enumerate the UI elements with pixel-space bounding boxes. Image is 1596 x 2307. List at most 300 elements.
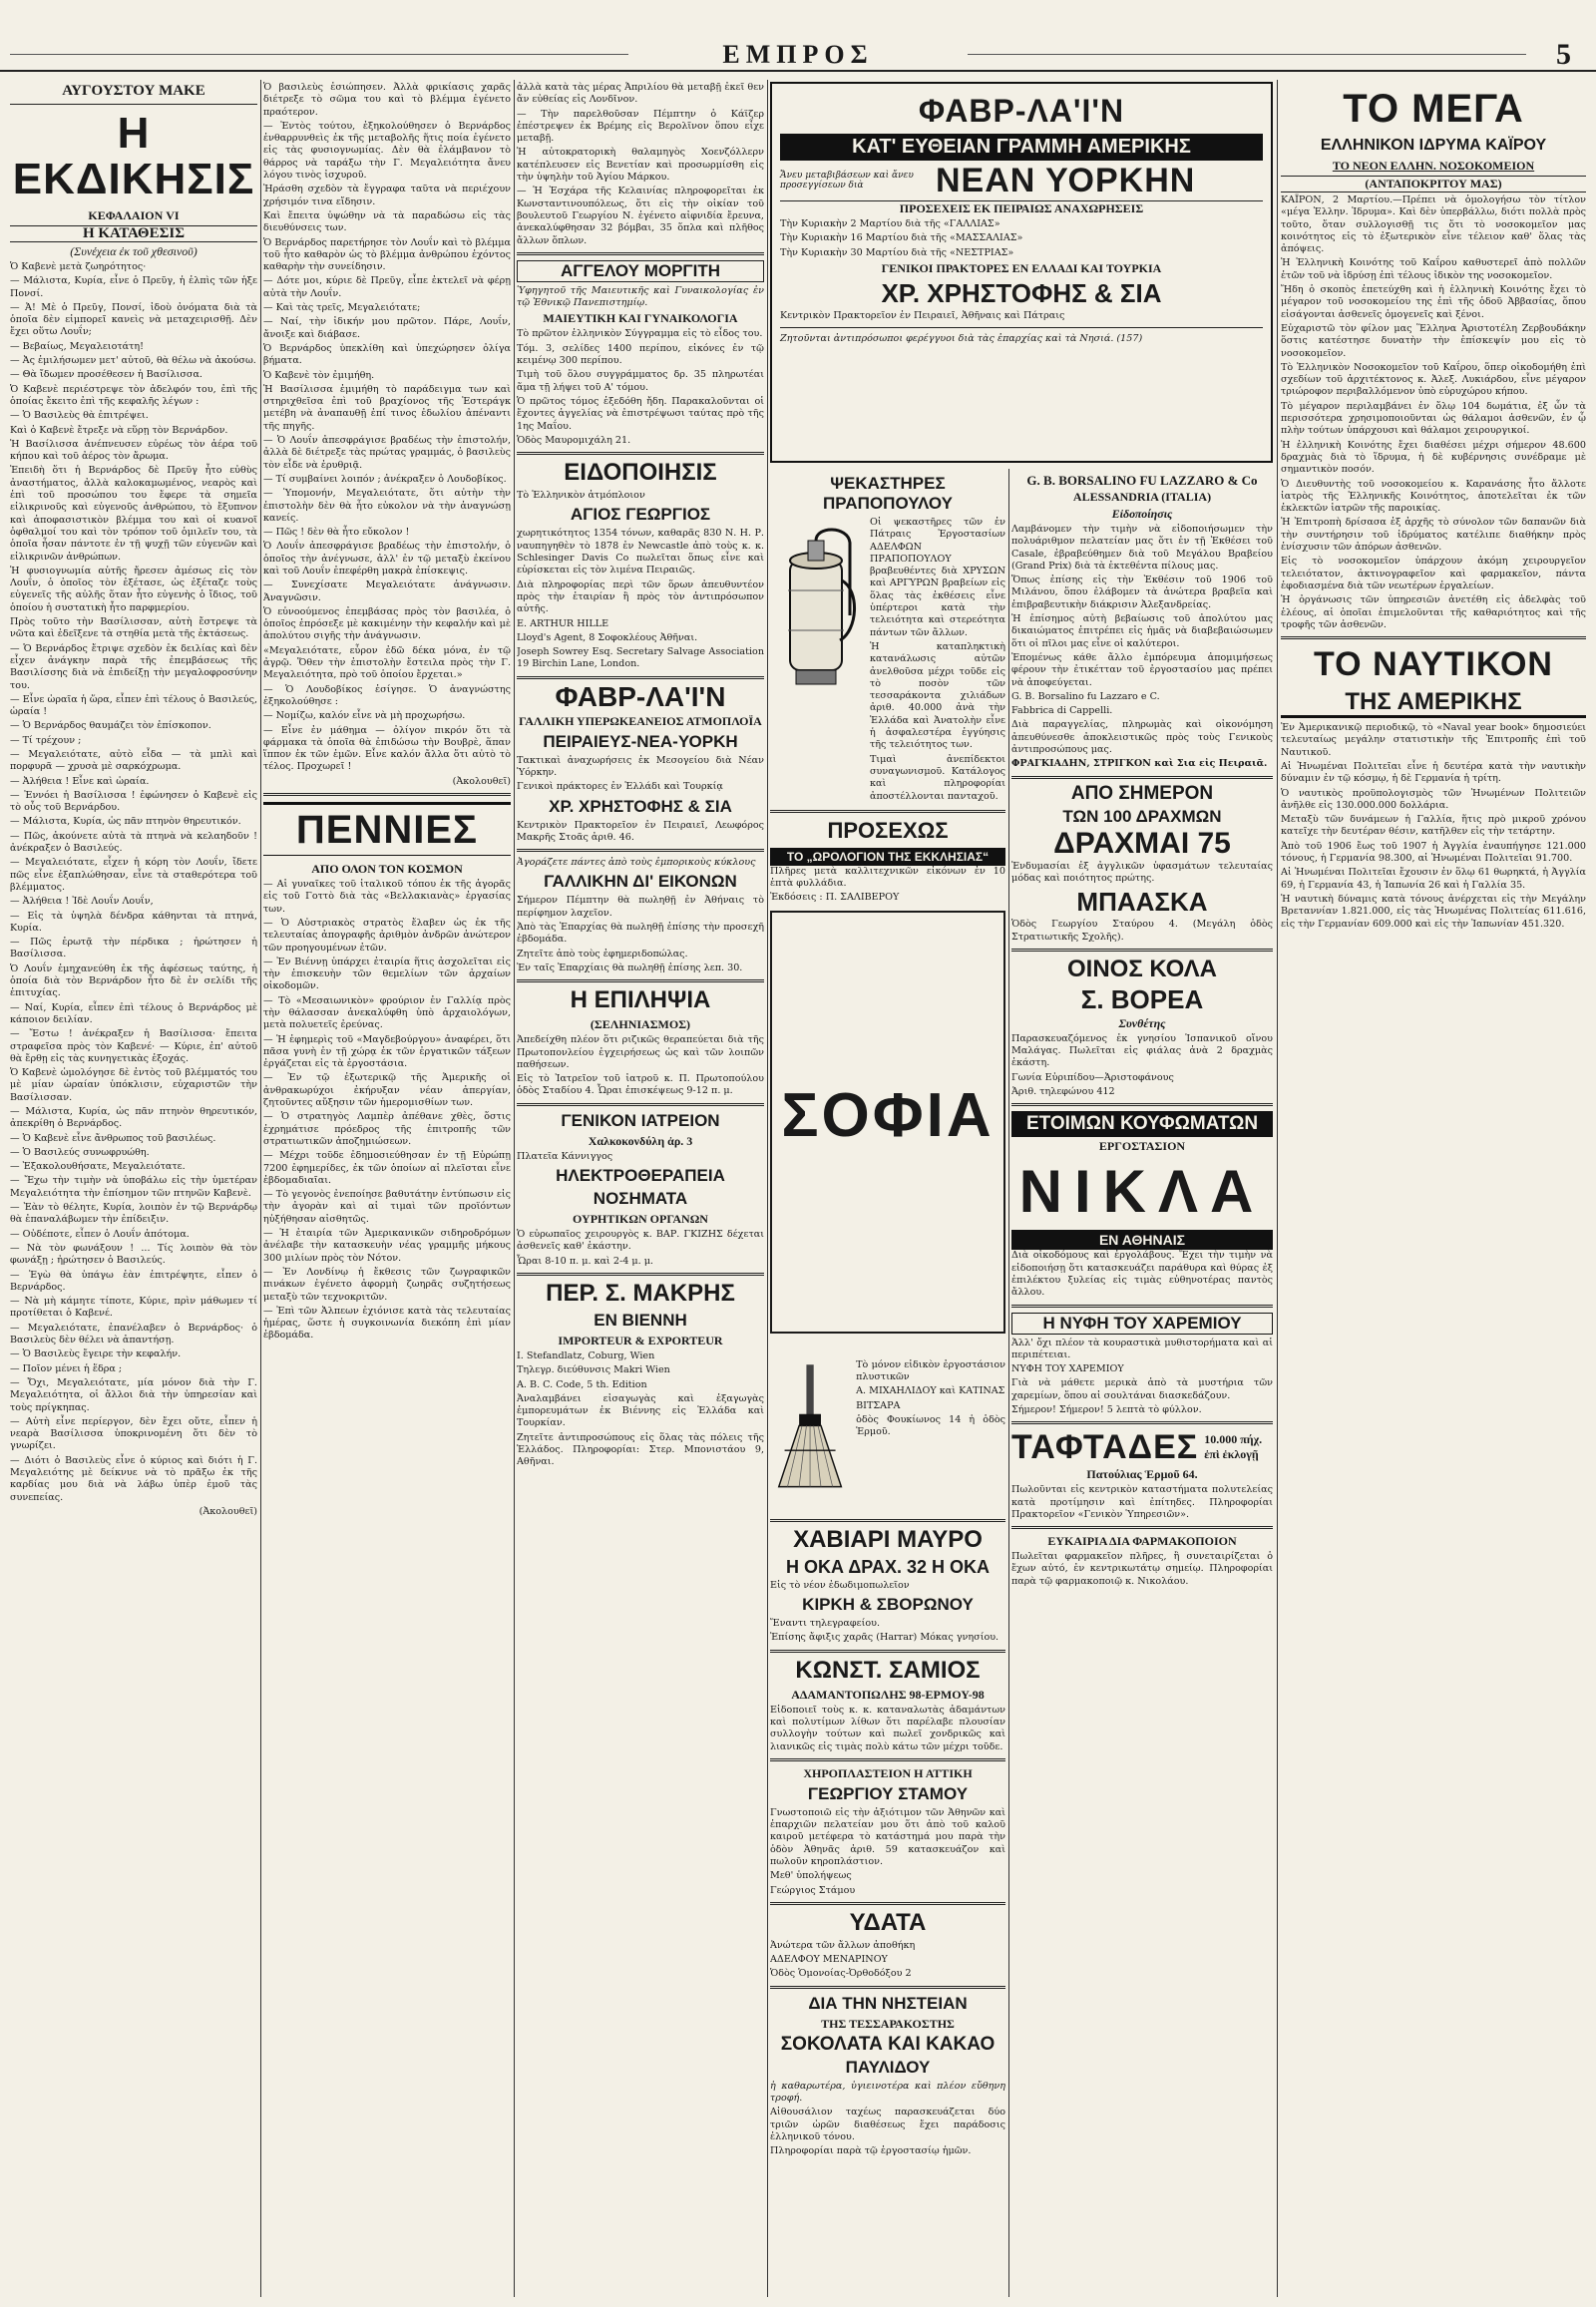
caviar-ad-title: ΧΑΒΙΑΡΙ ΜΑΥΡΟ bbox=[793, 1525, 983, 1553]
serial-paragraph: — Ἔστω ! ἀνέκραξεν ἡ Βασίλισσα· ἔπειτα στραφεῖσα πρὸς τὸν Καβενέ· — Κύριε, ἐπ' αὐτοῦ θὰ ἔρθῃ εἰς τὰς κυνηγετικὰς ἐξοχάς. bbox=[10, 1028, 257, 1064]
book-ad-line: Τόμ. 3, σελίδες 1400 περίπου, εἰκόνες ἐν τῷ κειμένῳ 300 περίπου. bbox=[517, 342, 764, 367]
serial-paragraph: Καὶ ὁ Καβενὲ ἔτρεξε νὰ εὕρῃ τὸν Βερνάρδον. bbox=[10, 424, 228, 436]
serial-paragraph: — Ὑπομονήν, Μεγαλειότατε, ὅτι αὐτὴν τὴν ἐπιστολὴν δὲν θὰ ἦτο εὐκολον νὰ τὴν ἀναγνώσῃ κανείς. bbox=[263, 488, 511, 524]
makris-ad-body bbox=[517, 1350, 764, 1469]
taftades-ad-address: Πατούλιας Ἑρμοῦ 64. bbox=[1086, 1467, 1198, 1482]
sale-ad-lead: ΑΠΟ ΣΗΜΕΡΟΝ bbox=[1070, 782, 1214, 804]
stamou-ad-title: ΧΗΡΟΠΛΑΣΤΕΙΟΝ Η ΑΤΤΙΚΗ bbox=[803, 1765, 973, 1780]
caviar-ad-price: Η ΟΚΑ ΔΡΑΧ. 32 Η ΟΚΑ bbox=[786, 1556, 990, 1577]
notice-title: ΕΙΔΟΠΟΙΗΣΙΣ bbox=[564, 459, 717, 487]
hospital-article-byline: (ΑΝΤΑΠΟΚΡΙΤΟΥ ΜΑΣ) bbox=[1281, 176, 1586, 192]
baaska-ad-address: Ὁδὸς Γεωργίου Σταύρου 4. (Μεγάλη ὁδὸς Στρατιωτικῆς Σχολῆς). bbox=[1011, 919, 1273, 943]
water-ad-title: ΥΔΑΤΑ bbox=[849, 1908, 927, 1936]
favr-line-ad bbox=[770, 82, 1273, 463]
serial-paragraph: — Ἀς ἐμιλήσωμεν μετ' αὐτοῦ, θὰ θέλω νὰ ἀκούσω. bbox=[10, 355, 256, 367]
serial-paragraph: — Εἶνε ὡραῖα ἡ ὥρα, εἶπεν ἐπὶ τέλους ὁ Βασιλεύς, ὡραία ! bbox=[10, 693, 257, 718]
serial-paragraph: — Καὶ τὰς τρεῖς, Μεγαλειότατε; bbox=[263, 302, 421, 314]
chocolate-ad-line: Πληροφορίαι παρὰ τῷ ἐργοστασίῳ ἡμῶν. bbox=[770, 2145, 972, 2157]
notice-signature-line: Joseph Sowrey Esq. Secretary Salvage Association 19 Birchin Lane, London. bbox=[517, 646, 764, 670]
book-ad-line: Ὁδὸς Μαυρομιχάλη 21. bbox=[517, 434, 631, 446]
serial-paragraph: Ἡ φυσιογνωμία αὐτῆς ἤρεσεν ἀμέσως εἰς τὸν Λουΐν, ὁ ὁποῖος τὸν ἐξέτασε, ὡς ἐξέταζε τοὺς εὐγενεῖς τῆς αὐλῆς ὅταν ἦτο εὐγενὴς ὁ ἴδιος, τοῦ ὁποίου ἡ συστατικὴ ἦτο παρφμερίου. bbox=[10, 565, 257, 613]
column-two bbox=[263, 82, 511, 2295]
serial-paragraph: — Αὐτὴ εἶνε περίεργον, δὲν ἔχει οὔτε, εἶπεν ἡ νεαρὰ Βασίλισσα ὑποκρινομένη ὅτι δὲν τὸ γνωρίζει. bbox=[10, 1415, 257, 1452]
makris-ad-line: Ζητεῖτε ἀντιπροσώπους εἰς ὅλας τὰς πόλεις τῆς Ἑλλάδος. Πληροφορίαι: Στερ. Μπονιστάου 9, Αθῆναι. bbox=[517, 1431, 764, 1468]
column-five bbox=[1011, 471, 1273, 2295]
favr-line-departure: Τὴν Κυριακὴν 16 Μαρτίου διὰ τῆς «ΜΑΣΣΑΛΙΑΣ» bbox=[780, 232, 1023, 244]
serial-paragraph: — Ἀ! Μὲ ὁ Πρεῦγ, Πονσί, ἰδοὺ ὀνόματα διὰ τὰ ὁποῖα δὲν εἰμπορεῖ κανεὶς νὰ μεταχειρισθῇ. Δὲν ἔχει οὕτω Λουΐν; bbox=[10, 301, 257, 338]
hospital-paragraph: Ἡ ὀργάνωσις τῶν ὑπηρεσιῶν ἀνετέθη εἰς ἀδελφὰς τοῦ ἐλέους, αἱ ὁποῖαι ἐπιμελοῦνται τῆς καθαριότητος καὶ τῆς τροφῆς τῶν ἀσθενῶν. bbox=[1281, 594, 1586, 630]
caviar-ad-shop: Εἰς τὸ νέον ἐδωδιμοπωλεῖον bbox=[770, 1579, 910, 1591]
notice-body bbox=[517, 528, 764, 615]
nikla-ad-subtitle: ΕΡΓΟΣΤΑΣΙΟΝ bbox=[1098, 1139, 1186, 1154]
favr-ad-title: ΦΑΒΡ-ΛΑ'Ι'Ν bbox=[555, 680, 726, 712]
water-ad-line: Ἀνώτερα τῶν ἄλλων ἀποθήκη bbox=[770, 1939, 916, 1951]
pennies-item: — Τὸ γεγονὸς ἐνεποίησε βαθυτάτην ἐντύπωσιν εἰς τὴν ἀγορὰν καὶ αἱ τιμαὶ τῶν προϊόντων ηὐξήθησαν αἰσθητῶς. bbox=[263, 1189, 511, 1225]
taftades-ad bbox=[1011, 1429, 1273, 1465]
notice-line: Διὰ πληροφορίας περὶ τῶν ὅρων ἀπευθυντέον πρὸς τὴν ἐταιρίαν ἢ πρὸς τὸν ἀντιπρόσωπον αὐτῆς. bbox=[517, 578, 764, 615]
makris-ad-line: Τηλεγρ. διεύθυνσις Makri Wien bbox=[517, 1364, 670, 1376]
water-ad-line: Ὁδὸς Ὁμονοίας-Ὀρθοδόξου 2 bbox=[770, 1968, 912, 1980]
widow-ad-line: Σήμερον! Σήμερον! 5 λεπτὰ τὸ φύλλον. bbox=[1011, 1403, 1202, 1415]
serial-paragraph: — Πῶς, ἀκούνετε αὐτὰ τὰ πτηνὰ νὰ κελαηδοῦν ! ἀνέκραξεν ὁ Βασιλεύς. bbox=[10, 830, 257, 855]
column-serial-novel bbox=[10, 82, 257, 2295]
clinic-ad-line: Ὁ εὐρωπαῖος χειρουργὸς κ. ΒΑΡ. ΓΚΙΖΗΣ δέχεται ἀσθενεῖς καθ' ἑκάστην. bbox=[517, 1229, 764, 1253]
broom-ad-line: ΒΙΤΣΑΡΑ bbox=[856, 1399, 901, 1411]
masthead bbox=[0, 40, 1596, 72]
icons-ad-lead: Ἀγοράζετε πάντες ἀπὸ τοὺς ἐμπορικοὺς κύκλους bbox=[517, 857, 756, 869]
serial-paragraph: — Τί συμβαίνει λοιπόν ; ἀνέκραξεν ὁ Λουδοβίκος. bbox=[263, 473, 507, 485]
serial-paragraph: — Ναί, Κυρία, εἶπεν ἐπὶ τέλους ὁ Βερνάρδος μὲ κάποιον δειλίαν. bbox=[10, 1001, 257, 1025]
serial-paragraph: Ὁ βασιλεὺς ἐσιώπησεν. Ἀλλὰ φρικίασις χαρᾶς διέτρεξε τὸ σῶμα του καὶ τὸ βλέμμα ἐγένετο πραότερον. bbox=[263, 82, 511, 118]
favr-line-destination: ΝΕΑΝ ΥΟΡΚΗΝ bbox=[936, 162, 1196, 199]
book-ad-body bbox=[517, 328, 764, 447]
news-brief: — Ἡ Ἐσχάρα τῆς Κελαινίας πληροφορεῖται ἐκ Κωνσταντινουπόλεως, ὅτι εἰς τὴν οἰκίαν τοῦ βουλευτοῦ Γεωργίου Ν. ἐγένετο αἰφνιδία ἔρευνα, ἀνεκαλύφθησαν 32 βόμβαι, 35 ὅπλα καὶ πλῆθος ἄλλων ὅπλων. bbox=[517, 186, 764, 246]
borsalino-ad-line: Λαμβάνομεν τὴν τιμὴν νὰ εἰδοποιήσωμεν τὴν πολυάριθμον πελατείαν μας ὅτι ἐν τῇ Ἐκθέσει τοῦ Casale, ἐβραβεύθημεν διὰ τοῦ Μεγάλου Βραβείου (Grand Prix) διὰ τὰ ἐκτεθέντα πίλους μας. bbox=[1011, 524, 1273, 572]
wine-ad-subtitle: Συνθέτης bbox=[1118, 1015, 1166, 1030]
serial-paragraph: Ὁ Λουΐν ἐμηχανεύθη ἐκ τῆς ἀφέσεως ταύτης, ἡ ὁποία διὰ τὸν Βερνάρδον ἦτο δὲ ἐν σελίδι τῆς ἐπιτυχίας. bbox=[10, 962, 257, 999]
clinic-ad-title: ΓΕΝΙΚΟΝ ΙΑΤΡΕΙΟΝ bbox=[561, 1110, 720, 1130]
serial-paragraph: Ὁ Καβενὲ τὸν ἐμιμήθη. bbox=[263, 369, 375, 381]
serial-paragraph: — Βεβαίως, Μεγαλειοτάτη! bbox=[10, 340, 145, 352]
widow-ad-line: Γιὰ νὰ μάθετε μερικὰ ἀπὸ τὰ μυστήρια τῶν χαρεμίων, ὅπου αἱ σουλτάναι διασκεδάζουν. bbox=[1011, 1377, 1273, 1401]
serial-paragraph: — Ὁ Βερνάρδος ἔτριψε σχεδὸν ἐκ δειλίας καὶ δὲν εἶχεν ἀνάγκην παρὰ τῆς ἐπεμβάσεως τῆς Βασιλίσσης διὰ νὰ ἐπιδείξῃ τὴν μεγαλοφροσύνην του. bbox=[10, 642, 257, 691]
serial-body bbox=[10, 261, 257, 1504]
serial-paragraph: — Ἔχω τὴν τιμὴν νὰ ὑποβάλω εἰς τὴν ὑμετέραν Μεγαλειότητα τὴν ἐπίσημον τῶν πτηνῶν Καβενὲ. bbox=[10, 1175, 257, 1199]
favr-line-departure: Τὴν Κυριακὴν 30 Μαρτίου διὰ τῆς «ΝΕΣΤΡΙΑΣ» bbox=[780, 246, 1014, 258]
serial-paragraph: Ὁ Βερνάρδος ὑπεκλίθη καὶ ὑπεχώρησεν ὀλίγα βήματα. bbox=[263, 342, 511, 367]
hospital-article-title-3: ΤΟ ΝΕΟΝ ΕΛΛΗΝ. ΝΟΣΟΚΟΜΕΙΟΝ bbox=[1332, 159, 1535, 173]
borsalino-ad-line: G. B. Borsalino fu Lazzaro e C. bbox=[1011, 690, 1160, 702]
favr-line-banner: ΚΑΤ' ΕΥΘΕΙΑΝ ΓΡΑΜΜΗ ΑΜΕΡΙΚΗΣ bbox=[780, 134, 1263, 161]
column-rule bbox=[514, 80, 515, 2297]
column-rule bbox=[1008, 469, 1009, 2297]
hospital-paragraph: Τὸ Ἑλληνικὸν Νοσοκομεῖον τοῦ Καΐρου, ὅπερ οἰκοδομήθη ἐπὶ σχεδίων τοῦ ἀρχιτέκτονος κ. Ἀλεξ. Λυκιάρδου, εἶνε μέγαρον τριώροφον περιβαλλόμενον ὑπὸ εὐρυχώρου κήπου. bbox=[1281, 361, 1586, 398]
nikla-ad-title: ΝΙΚΛΑ bbox=[1018, 1158, 1266, 1226]
serial-paragraph: Ἐπειδὴ ὅτι ἡ Βερνάρδος δὲ Πρεῦγ ἦτο εὐθὺς ἀναστήματος, ἀλλὰ καλοκαμωμένος, νεαρὸς καὶ ἐπὶ τοῦ προσώπου του ἔφερε τὰ σημεῖα εἰλικρινοῦς καὶ εὐγενοῦς ἀνθρώπου, τὸ ἔξυπνον καὶ ἀποφασιστικὸν βλέμμα του καὶ οἱ κυανοῖ ὀφθαλμοί του καὶ τὸν τρόπον τοῦ ὁμιλεῖν του, τὰ ὁποῖα ἦσαν πάντοτε ἐν τῇ ψυχῇ τῶν εὐγενῶν καὶ εἰλικρινῶν ἀνθρώπων. bbox=[10, 465, 257, 563]
pennies-body bbox=[263, 879, 511, 1343]
samios-ad-line: Εἰδοποιεῖ τοὺς κ. κ. καταναλωτὰς ἀδαμάντων καὶ πολυτίμων λίθων ὅτι παρέλαβε πλουσίαν συλλογὴν τούτων καὶ πωλεῖ χονδρικῶς καὶ λιανικῶς εἰς τιμὰς πολὺ κάτω τῶν μέχρι τοῦδε. bbox=[770, 1704, 1005, 1752]
notice-line: χωρητικότητος 1354 τόνων, καθαρᾶς 830 Ν. Η. Ρ. ναυπηγηθὲν τὸ 1878 ἐν Newcastle ἀπὸ τοὺς κ. κ. Schlesinger Davis Co πωλεῖται ὅπως εἶνε καὶ εὑρίσκεται εἰς τὸν λιμένα Πειραιῶς. bbox=[517, 528, 764, 577]
column-four bbox=[770, 471, 1005, 2295]
news-briefs bbox=[517, 82, 764, 247]
broom-ad-line: Α. ΜΙΧΑΗΛΙΔΟΥ καὶ ΚΑΤΙΝΑΣ bbox=[856, 1385, 1005, 1397]
serial-paragraph: — Οὐδέποτε, εἶπεν ὁ Λουΐν ἀπότομα. bbox=[10, 1228, 190, 1240]
widow-ad-line: ΝΥΦΗ ΤΟΥ ΧΑΡΕΜΙΟΥ bbox=[1011, 1363, 1124, 1375]
navy-paragraph: Αἱ Ἡνωμέναι Πολιτεῖαι ἔχουσιν ἐν ὅλῳ 61 θωρηκτά, ἡ Ἀγγλία 69, ἡ Γερμανία 43, ἡ Ἰαπωνία 26 καὶ ἡ Γαλλία 35. bbox=[1281, 867, 1586, 891]
column-rule bbox=[260, 80, 261, 2297]
lent-ad-title: ΔΙΑ ΤΗΝ ΝΗΣΤΕΙΑΝ bbox=[808, 1993, 968, 2013]
newspaper-title: ΕΜΠΡΟΣ bbox=[722, 40, 874, 69]
borsalino-ad-line: Ἡ ἐπίσημος αὐτὴ βεβαίωσις τοῦ ἀπολύτου μας δικαιώματος ἐπιτρέπει εἰς ἡμᾶς νὰ διαβεβαιώσωμεν ὅτι οἱ πῖλοι μας εἶνε οἱ καλύτεροι. bbox=[1011, 613, 1273, 649]
borsalino-ad-subtitle: Εἰδοποίησις bbox=[1111, 507, 1173, 521]
page-number: 5 bbox=[1556, 38, 1571, 71]
watch-ad-line: Ἐκδόσεις : Π. ΣΑΛΙΒΕΡΟΥ bbox=[770, 892, 900, 904]
sofia-ad-title: ΣΟΦΙΑ bbox=[781, 1080, 995, 1150]
hospital-paragraph: Ἡ Ἐπιτροπὴ δρίσασα ἐξ ἀρχῆς τὸ σύνολον τῶν δαπανῶν διὰ τὴν συντήρησιν τοῦ ἱδρύματος κατέλιπε διαθήκην πρὸς ἐνίσχυσιν τῶν ἀπόρων ἀσθενῶν. bbox=[1281, 517, 1586, 554]
favr-line-agents-title: ΓΕΝΙΚΟΙ ΠΡΑΚΤΟΡΕΣ ΕΝ ΕΛΛΑΔΙ ΚΑΙ ΤΟΥΡΚΙΑ bbox=[881, 260, 1162, 275]
pennies-title: ΠΕΝΝΙΕΣ bbox=[263, 802, 511, 856]
icons-ad-line: Ζητεῖτε ἀπὸ τοὺς ἐφημεριδοπώλας. bbox=[517, 948, 688, 960]
borsalino-ad-line: Fabbrica di Cappelli. bbox=[1011, 705, 1113, 717]
hospital-article-title-2: ΕΛΛΗΝΙΚΟΝ ΙΔΡΥΜΑ ΚΑΪΡΟΥ bbox=[1320, 137, 1547, 154]
hospital-article-title: ΤΟ ΜΕΓΑ bbox=[1343, 87, 1524, 131]
favr-line-departure: Τὴν Κυριακὴν 2 Μαρτίου διὰ τῆς «ΓΑΛΛΙΑΣ» bbox=[780, 218, 1000, 229]
serial-paragraph: Ἡ Βασίλισσα ἐμιμήθη τὸ παράδειγμα των καὶ στηριχθεῖσα ἐπὶ τοῦ βραχίονος τῆς Ἐστεράγκ μετέβη νὰ ἀναπαυθῇ ἐπί τινος ἐδωλίου ἀπέναντι τῆς πηγῆς. bbox=[263, 383, 511, 432]
makris-ad-title: ΠΕΡ. Σ. ΜΑΚΡΗΣ bbox=[546, 1279, 735, 1307]
sprayer-ad-line: Οἱ ψεκαστῆρες τῶν ἐν Πάτραις Ἐργοστασίων ΑΔΕΛΦΩΝ ΠΡΑΠΟΠΟΥΛΟΥ βραβευθέντες διὰ ΧΡΥΣΩΝ καὶ ΑΡΓΥΡΩΝ βραβείων εἰς ὅλας τὰς ἐκθέσεις εἶνε ὑπέρτεροι κατὰ τὴν τελειότητα καὶ στερεότητα πάντων τῶν ἄλλων. bbox=[870, 517, 1005, 638]
taftades-ad-price: 10.000 πήχ. ἐπὶ ἐκλογῇ bbox=[1204, 1432, 1263, 1462]
serial-paragraph: — Πῶς ! δὲν θὰ ἦτο εὔκολον ! bbox=[263, 527, 410, 539]
notice-signature-line: E. ARTHUR HILLE bbox=[517, 617, 609, 629]
widow-ad-title: Η ΝΥΦΗ ΤΟΥ ΧΑΡΕΜΙΟΥ bbox=[1011, 1313, 1273, 1335]
sale-ad-text: Ἐνδυμασίαι ἐξ ἀγγλικῶν ὑφασμάτων τελευταίας μόδας καὶ ποιότητος πρώτης. bbox=[1011, 860, 1273, 884]
favr-line-destination-row bbox=[780, 163, 1263, 198]
clinic-ad-address: Χαλκοκονδύλη ἀρ. 3 bbox=[588, 1133, 693, 1148]
broom-ad-body bbox=[856, 1340, 1005, 1514]
kirki-ad-subtitle: Ἔναντι τηλεγραφείου. bbox=[770, 1618, 881, 1630]
widow-ad-body bbox=[1011, 1338, 1273, 1417]
serial-paragraph: — Μεγαλειότατε, αὐτὸ εἶδα — τὰ μπλὶ καὶ πορφυρᾶ — χρυσὰ μὲ σαρκόχρωμα. bbox=[10, 748, 257, 773]
kirki-ad-note: Ἐπίσης ἄφιξις χαρᾶς (Harrar) Μόκας γνησίου. bbox=[770, 1632, 999, 1644]
borsalino-ad-city: ALESSANDRIA (ITALIA) bbox=[1072, 490, 1212, 504]
serial-title: Η ΕΚΔΙΚΗΣΙΣ bbox=[12, 109, 255, 203]
serial-paragraph: — Ἐξακολουθήσατε, Μεγαλειότατε. bbox=[10, 1161, 186, 1173]
serial-paragraph: Ἠράσθη σχεδὸν τὰ ἔγγραφα ταῦτα νὰ περιέχουν χρήσιμόν τινα εἴδησιν. bbox=[263, 184, 511, 207]
favr-ad-subtitle: ΓΑΛΛΙΚΗ ΥΠΕΡΩΚΕΑΝΕΙΟΣ ΑΤΜΟΠΛΟΪΑ bbox=[519, 713, 762, 728]
stamou-ad-line: Γεώργιος Στάμου bbox=[770, 1884, 856, 1896]
chocolate-ad-title: ΣΟΚΟΛΑΤΑ ΚΑΙ ΚΑΚΑΟ bbox=[780, 2033, 996, 2055]
clinic-ad-body bbox=[517, 1229, 764, 1268]
chocolate-ad-subtitle: ἡ καθαρωτέρα, ὑγιεινοτέρα καὶ πλέον εὔθηνη τροφή. bbox=[770, 2080, 1005, 2105]
pennies-item: — Τὸ «Μεσαιωνικὸν» φρούριον ἐν Γαλλίᾳ πρὸς τὴν θάλασσαν ἀνεκαλύφθη ὑπὸ ἀρχαιολόγων, μετὰ πολυετεῖς ἐρεύνας. bbox=[263, 994, 511, 1031]
epilepsy-ad-body bbox=[517, 1034, 764, 1097]
clinic-ad-line: Ὧραι 8-10 π. μ. καὶ 2-4 μ. μ. bbox=[517, 1255, 653, 1267]
hospital-article-body bbox=[1281, 194, 1586, 631]
serial-paragraph: Πρὸς τοῦτο τὴν Βασίλισσαν, αὐτὴ ἔστρεψε τὰ νῶτα καὶ ἐδεῖξενε τὰ στηθία μετὰ τῆς ἐκτάσεως. bbox=[10, 616, 257, 640]
serial-continuation-continues: (Ἀκολουθεῖ) bbox=[452, 775, 511, 787]
favr-ad-route: ΠΕΙΡΑΙΕΥΣ-ΝΕΑ-ΥΟΡΚΗ bbox=[543, 731, 738, 751]
samios-ad-address: ΑΔΑΜΑΝΤΟΠΩΛΗΣ 98-ΕΡΜΟΥ-98 bbox=[791, 1687, 985, 1702]
hospital-paragraph: Ἤδη ὁ σκοπὸς ἐπετεύχθη καὶ ἡ ἑλληνικὴ Κοινότης ἔχει τὸ μέγαρον τοῦ νοσοκομείου της ἐπὶ τῆς ὁδοῦ Ἀββασίας, ὅπου εἰσάγονται ἀσθενεῖς ὁμογενεῖς καὶ ξένοι. bbox=[1281, 284, 1586, 320]
makris-ad-line: Ἀναλαμβάνει εἰσαγωγὰς καὶ ἐξαγωγὰς ἐμπορευμάτων ἐκ Βιέννης εἰς Ἑλλάδα καὶ Τουρκίαν. bbox=[517, 1392, 764, 1429]
sofia-ad bbox=[770, 911, 1005, 1334]
makris-ad-trade: IMPORTEUR & EXPORTEUR bbox=[558, 1333, 723, 1347]
serial-paragraph: — Ὁ Βασιλεύς συνωφρυώθη. bbox=[10, 1146, 150, 1158]
pharmacy-ad-title: ΕΥΚΑΙΡΙΑ ΔΙΑ ΦΑΡΜΑΚΟΠΟΙΟΝ bbox=[1047, 1534, 1237, 1549]
navy-paragraph: Ἐν Ἀμερικανικῷ περιοδικῷ, τὸ «Naval year book» δημοσιεύει τελευταίως μεγάλην στατιστικὴν τῆς Ἐπιτροπῆς ἐπὶ τοῦ Ναυτικοῦ. bbox=[1281, 722, 1586, 758]
pennies-item: — Ἡ ἐφημερὶς τοῦ «Μαγδεβούργου» ἀναφέρει, ὅτι πᾶσα γυνὴ ἐν τῇ χώρᾳ ἐκ τῶν ἐργατικῶν τάξεων ἐργάζεται εἰς τὰ ἐργοστάσια. bbox=[263, 1033, 511, 1070]
nikla-ad-line: Διὰ οἰκοδόμους καὶ ἐργολάβους. Ἔχει τὴν τιμὴν νὰ εἰδοποιήσῃ ὅτι κατασκευάζει παράθυρα καὶ θύρας ἐξ ἐπιλέκτου ξυλείας εἰς τιμὰς εὐθηνοτέρας παντὸς ἄλλου. bbox=[1011, 1250, 1273, 1299]
pennies-item: — Ἐν τῷ ἐξωτερικῷ τῆς Ἀμερικῆς οἱ ἀνθρακωρύχοι ἐκήρυξαν νέαν ἀπεργίαν, ζητοῦντες αὔξησιν τῶν ἡμερομισθίων των. bbox=[263, 1072, 511, 1109]
icons-ad-body bbox=[517, 895, 764, 974]
column-rule bbox=[767, 80, 768, 2297]
sale-ad-old-price: ΤΩΝ 100 ΔΡΑΧΜΩΝ bbox=[1062, 806, 1222, 826]
wine-ad-brand: Σ. ΒΟΡΕΑ bbox=[1080, 983, 1204, 1014]
broom-ad-line: ὁδὸς Φουκίωνος 14 ἡ ὁδὸς Ἑρμοῦ. bbox=[856, 1413, 1005, 1438]
widow-ad-line: Ἀλλ' ὄχι πλέον τὰ κουραστικὰ μυθιστορήματα καὶ αἱ περιπέτειαι. bbox=[1011, 1337, 1273, 1360]
borsalino-ad-line: Ὅπως ἐπίσης εἰς τὴν Ἐκθέσιν τοῦ 1906 τοῦ Μιλάνου, ὅπου ἐλάβομεν τὰ ἀνώτερα βραβεῖα καὶ ἐπιβραβευτικὴν διάκρισιν Ἀλεξανδρείας. bbox=[1011, 575, 1273, 610]
sprayer-ad-title: ΨΕΚΑΣΤΗΡΕΣ ΠΡΑΠΟΠΟΥΛΟΥ bbox=[823, 474, 953, 513]
midwife-ad-title: ΑΓΓΕΛΟΥ ΜΟΡΓΙΤΗ bbox=[517, 260, 764, 282]
favr-line-address: Κεντρικὸν Πρακτορεῖον ἐν Πειραιεῖ, Ἀθῆναις καὶ Πάτραις bbox=[780, 309, 1065, 321]
wine-ad-line: Γωνία Εὐριπίδου—Ἀριστοφάνους bbox=[1011, 1071, 1174, 1083]
news-brief: — Τὴν παρελθοῦσαν Πέμπτην ὁ Κάϊζερ ἐπέστρεψεν ἐκ Βρέμης εἰς Βερολῖνον ὅπου εἶχε μεταβῇ. bbox=[517, 108, 764, 145]
kirki-ad-title: ΚΙΡΚΗ & ΣΒΟΡΩΝΟΥ bbox=[802, 1595, 974, 1615]
serial-paragraph: Ὁ Βερνάρδος παρετήρησε τὸν Λουΐν καὶ τὸ βλέμμα τοῦ ἦτο καθαρὸν ὡς τὸ βλέμμα ἀνθρώπου ἐχόντος καθαρὴν τὴν συνείδησιν. bbox=[263, 236, 511, 273]
news-brief: ἀλλὰ κατὰ τὰς μέρας Ἀπριλίου θὰ μεταβῇ ἐκεῖ θεν ἄν εὐθείας εἰς Λονδῖνον. bbox=[517, 82, 764, 106]
serial-paragraph: — Διότι ὁ Βασιλεὺς εἶνε ὁ κύριος καὶ διότι ἡ Γ. Μεγαλειότης μὲ δείκνυε νὰ τὸ πρᾶξω ἐκ τῆς καρδίας μου διὰ νὰ λάβω ὑπὲρ ἐμοῦ τὰς συνεπείας. bbox=[10, 1454, 257, 1503]
serial-paragraph: — Ἐντὸς τούτου, ἐξηκολούθησεν ὁ Βερνάρδος ἐνθαρρυνθεὶς ἐκ τῆς μεταβολῆς ἥτις ποία ἐγένετο εἰς τὰς φυσιογνωμίας. Δὲν θὰ ἐλάμβανον τὸ θάρρος νὰ ταράξω τὴν Γ. Μεγαλειότητα ἄνευ λόγου τινὸς ἰσχυροῦ. bbox=[263, 120, 511, 182]
broom-illustration-icon bbox=[770, 1340, 850, 1514]
navy-paragraph: Ὁ ναυτικὸς προϋπολογισμὸς τῶν Ἡνωμένων Πολιτειῶν ἀνῆλθε εἰς 130.000.000 δολλάρια. bbox=[1281, 787, 1586, 811]
serial-paragraph: Ὁ Καβενὲ περιέστρεψε τὸν ἀδελφόν του, ἐπὶ τῆς ὁποίας ἔκειτο ἐπὶ τῆς κεφαλῆς λέγων : bbox=[10, 383, 257, 407]
masthead-rule-left bbox=[10, 54, 628, 55]
icons-ad-line: Ἀπὸ τὰς Ἐπαρχίας θὰ πωληθῇ ἐπίσης τὴν προσεχῆ ἑβδομάδα. bbox=[517, 922, 764, 946]
clinic-ad-diseases: ΝΟΣΗΜΑΤΑ bbox=[593, 1189, 688, 1209]
sprayer-ad-body bbox=[870, 517, 1005, 805]
serial-paragraph: Ἡ Βασίλισσα ἀνέπνευσεν εὐρέως τὸν ἀέρα τοῦ κήπου καὶ τοῦ ἀέρος τὸν ἄρωμα. bbox=[10, 438, 257, 463]
pennies-subtitle: ΑΠΟ ΟΛΟΝ ΤΟΝ ΚΟΣΜΟΝ bbox=[311, 862, 463, 877]
pennies-item: — Μέχρι τοῦδε ἐδημοσιεύθησαν ἐν τῇ Εὐρώπῃ 7200 ἐφημερίδες, ἐκ τῶν ὁποίων αἱ πλεῖσται εἶνε ἑβδομαδιαῖαι. bbox=[263, 1150, 511, 1186]
favr-line-destination-lead: Ἄνευ μεταβιβάσεων καὶ ἄνευ προσεγγίσεων διὰ bbox=[780, 171, 914, 191]
serial-paragraph: — Ὁ Λουΐν ἀπεσφράγισε βραδέως τὴν ἐπιστολήν, ἀλλὰ δὲ διέτρεξε τὰς πρώτας γραμμάς, ὁ βασιλεὺς τὸν εἶδε νὰ ἐρυθριᾷ. bbox=[263, 435, 511, 471]
pennies-item: — Ἐν Βιέννῃ ὑπάρχει ἐταιρία ἥτις ἀσχολεῖται εἰς τὴν ἐπισκευὴν τῶν θεμελίων τῶν ἀρχαίων οἰκοδομῶν. bbox=[263, 956, 511, 992]
favr-line-departures-title: ΠΡΟΣΕΧΕΙΣ ΕΚ ΠΕΙΡΑΙΩΣ ΑΝΑΧΩΡΗΣΕΙΣ bbox=[780, 200, 1263, 216]
favr-ad-line: Γενικοὶ πράκτορες ἐν Ἑλλάδι καὶ Τουρκίᾳ bbox=[517, 781, 723, 793]
favr-ad-agent: ΧΡ. ΧΡΗΣΤΟΦΗΣ & ΣΙΑ bbox=[549, 796, 732, 816]
notice-ship-name: ΑΓΙΟΣ ΓΕΩΡΓΙΟΣ bbox=[570, 505, 711, 525]
pennies-item: — Ὁ Αὐστριακὸς στρατὸς ἔλαβεν ὡς ἐκ τῆς τελευταίας ἀπογραφῆς ἀριθμὸν ἀνδρῶν ἀνώτερον τῶν προηγουμένων ἐτῶν. bbox=[263, 917, 511, 954]
serial-paragraph: Ὁ Καβενὲ μετὰ ζωηρότητος· bbox=[10, 261, 147, 272]
hospital-paragraph: Ἡ Ἑλληνικὴ Κοινότης τοῦ Καΐρου καθυστερεῖ ἀπὸ πολλῶν ἐτῶν τοῦ νὰ ἱδρύσῃ ἐπὶ τέλους ἰδικὸν της νοσοκομεῖον. bbox=[1281, 257, 1586, 281]
borsalino-ad-title: G. B. BORSALINO FU LAZZARO & Co bbox=[1026, 473, 1258, 488]
navy-article-title-2: ΤΗΣ ΑΜΕΡΙΚΗΣ bbox=[1281, 689, 1586, 718]
epilepsy-ad-line: Ἀπεδείχθη πλέον ὅτι ριζικῶς θεραπεύεται διὰ τῆς Πρωτοπονλείου ἐγχειρήσεως ὡς καὶ τῶν λοιπῶν παθήσεων. bbox=[517, 1034, 764, 1070]
midwife-ad-text: Ὑφηγητοῦ τῆς Μαιευτικῆς καὶ Γυναικολογίας ἐν τῷ Ἐθνικῷ Πανεπιστημίῳ. bbox=[517, 284, 764, 309]
chocolate-ad-line: Αἰθουσάλιον ταχέως παρασκευάζεται δύο τριῶν ὡρῶν διαθέσεως ἔχει παράδοσις ἐλληνικοῦ τόνου. bbox=[770, 2107, 1005, 2142]
serial-paragraph: Ὁ Καβενὲ ὡμολόγησε δὲ ἐντὸς τοῦ βλέμματός του μὲ μίαν ὡραίαν ὑπόκλισιν, εὐχαριστῶν τὴν Βασίλισσαν. bbox=[10, 1067, 257, 1103]
sprayer-illustration-icon bbox=[770, 521, 866, 695]
clinic-ad-organs: ΟΥΡΗΤΙΚΩΝ ΟΡΓΑΝΩΝ bbox=[573, 1212, 708, 1227]
serial-paragraph: — Ὁ Βερνάρδος θαυμάζει τὸν ἐπίσκοπον. bbox=[10, 720, 211, 732]
epilepsy-ad-subtitle: (ΣΕΛΗΝΙΑΣΜΟΣ) bbox=[590, 1017, 691, 1032]
taftades-ad-title: ΤΑΦΤΑΔΕΣ bbox=[1011, 1428, 1199, 1467]
notice-subtitle: Τὸ Ἑλληνικὸν ἀτμόπλοιον bbox=[517, 490, 645, 502]
serial-paragraph: — Ναί, τὴν ἰδικήν μου πρῶτον. Πάρε, Λουΐν, ἄνοιξε καὶ διάβασε. bbox=[263, 316, 511, 340]
watch-ad-line: Πλῆρες μετὰ καλλιτεχνικῶν εἰκόνων ἐν 10 ἑπτὰ φυλλάδια. bbox=[770, 865, 1005, 890]
serial-continues: (Ἀκολουθεῖ) bbox=[199, 1505, 257, 1517]
serial-paragraph: — Νὰ τὸν φωνάξουν ! ... Τίς λοιπὸν θὰ τὸν φωνάξῃ ; ἠρώτησεν ὁ Βασιλεύς. bbox=[10, 1242, 257, 1267]
serial-paragraph: — Ὁ Καβενὲ εἶνε ἄνθρωπος τοῦ βασιλέως. bbox=[10, 1132, 216, 1144]
serial-paragraph: — Τί τρέχουν ; bbox=[10, 734, 82, 746]
navy-article-body bbox=[1281, 722, 1586, 931]
serial-paragraph: «Μεγαλειότατε, εὗρον ἐδῶ δέκα μόνα, ἐν τῷ ἀγρῷ. Ὅθεν τὴν ἐπιστολὴν ἔστειλα πρὸς τὴν Γ. Μεγαλειότητα, πρὸ τοῦ ὁποίου ἔρχεται.» bbox=[263, 644, 511, 681]
serial-paragraph: — Μεγαλειότατε, εἶχεν ἡ κόρη τὸν Λουΐν, ἴδετε πῶς εἶνε ἐξαπλώθησαν, εἶνε τὰ σταθερότερα τοῦ βλέμματος. bbox=[10, 857, 257, 893]
watch-ad-banner: ΤΟ „ΩΡΟΛΟΓΙΟΝ ΤΗΣ ΕΚΚΛΗΣΙΑΣ“ bbox=[770, 848, 1005, 866]
navy-paragraph: Μεταξὺ τῶν δυνάμεων ἡ Γαλλία, ἥτις πρὸ μικροῦ χρόνου κατεῖχε τὴν δευτέραν θέσιν, κατῆλθεν εἰς τὴν τετάρτην. bbox=[1281, 814, 1586, 838]
notice-signature-line: Lloyd's Agent, 8 Σοφοκλέους Ἀθῆναι. bbox=[517, 631, 698, 643]
hospital-paragraph: Ὁ Διευθυντὴς τοῦ νοσοκομείου κ. Καρανάσης ἦτο ἄλλοτε ἰατρὸς τῆς Ἑλληνικῆς Κοινότητος, ἀποτελεῖται ἐκ τῶν ἐκλεκτῶν ἰατρῶν τῆς παροικίας. bbox=[1281, 478, 1586, 515]
serial-paragraph: — Νὰ μὴ κάμητε τίποτε, Κύριε, πρὶν μάθωμεν τί προτίθεται ὁ Καβενέ. bbox=[10, 1296, 257, 1320]
serial-subtitle: Η ΚΑΤΑΘΕΣΙΣ bbox=[10, 225, 257, 242]
samios-ad-title: ΚΩΝΣΤ. ΣΑΜΙΟΣ bbox=[795, 1656, 981, 1684]
column-six bbox=[1281, 82, 1586, 2295]
serial-paragraph: — Ἐὰν τὸ θέλητε, Κυρία, λοιπὸν ἐν τῷ Βερνάρδῳ θὰ ἐπαναλάβωμεν τὴν ἐπίδειξιν. bbox=[10, 1202, 257, 1226]
icons-ad-title: ΓΑΛΛΙΚΗΝ ΔΙ' ΕΙΚΟΝΩΝ bbox=[544, 872, 737, 892]
book-ad-line: Τιμὴ τοῦ ὅλου συγγράμματος δρ. 35 πληρωτέαι ἅμα τῇ λήψει τοῦ Α' τόμου. bbox=[517, 369, 764, 393]
nikla-ad-body bbox=[1011, 1250, 1273, 1299]
serial-paragraph: — Ὁ Βασιλεὺς θὰ ἐπιτρέψει. bbox=[10, 410, 149, 422]
favr-ad-body bbox=[517, 755, 764, 794]
serial-paragraph: — Ἐγὼ θὰ ὑπάγω ἐὰν ἐπιτρέψητε, εἶπεν ὁ Βερνάρδος. bbox=[10, 1269, 257, 1293]
epilepsy-ad-title: Η ΕΠΙΛΗΨΙΑ bbox=[570, 986, 711, 1014]
wine-ad-line: Ἀριθ. τηλεφώνου 412 bbox=[1011, 1086, 1115, 1098]
epilepsy-ad-line: Εἰς τὸ Ἰατρεῖον τοῦ ἰατροῦ κ. Π. Πρωτοπούλου ὁδὸς Σταδίου 4. Ὧραι ἐπισκέψεως 9-12 π. μ. bbox=[517, 1073, 764, 1097]
serial-paragraph: — Νομίζω, καλόν εἶνε νὰ μὴ προχωρήσω. bbox=[263, 710, 466, 722]
lent-ad-subtitle: ΤΗΣ ΤΕΣΣΑΡΑΚΟΣΤΗΣ bbox=[821, 2016, 955, 2031]
borsalino-ad-line: Διὰ παραγγελίας, πληρωμὰς καὶ οἰκονόμηση ἀπευθύνεσθε ἀποκλειστικῶς πρὸς τοὺς Γενικοὺς ἀντιπροσώπους μας. bbox=[1011, 719, 1273, 756]
icons-ad-line: Σήμερον Πέμπτην θὰ πωληθῇ ἐν Ἀθήναις τὸ περίφημον λαχεῖον. bbox=[517, 895, 764, 919]
sprayer-ad-line: Ἡ καταπληκτικὴ κατανάλωσις αὐτῶν ἀνελθοῦσα μέχρι τοῦδε εἰς τὸ ποσὸν τῶν τεσσαράκοντα χιλιάδων ἀριθ. 40.000 ἀνὰ τὴν Ἑλλάδα καὶ Ἀνατολὴν εἶνε ἡ ἀσφαλεστέρα ἐγγύησις τῆς τελειότητος των. bbox=[870, 640, 1005, 751]
news-brief: Ἡ αὐτοκρατορικὴ θαλαμηγὸς Χοενζόλλερν κατέπλευσεν εἰς Βενετίαν καὶ προσωρμίσθη εἰς τὴν ὑψηλὴν τοῦ Ἁγίου Μάρκου. bbox=[517, 147, 764, 184]
serial-paragraph: — Ποῖον μένει ἡ ἕδρα ; bbox=[10, 1362, 123, 1374]
favr-line-note: Ζητοῦνται ἀντιπρόσωποι φερέγγυοι διὰ τὰς ἐπαρχίας καὶ τὰ Νησιά. (157) bbox=[780, 333, 1143, 345]
navy-article-title: ΤΟ ΝΑΥΤΙΚΟΝ bbox=[1314, 645, 1553, 684]
favr-ad-address: Κεντρικὸν Πρακτορεῖον ἐν Πειραιεῖ, Λεωφόρος Μακρῆς Στοᾶς ἀριθ. 46. bbox=[517, 819, 764, 843]
serial-continued-note: (Συνέχεια ἐκ τοῦ χθεσινοῦ) bbox=[70, 244, 198, 258]
samios-ad-body bbox=[770, 1705, 1005, 1753]
hospital-paragraph: Εὐχαριστῶ τὸν φίλον μας Ἕλληνα Ἀριστοτέλη Ζερβουδάκην ὅστις κατέστησε δυνατὴν τὴν ἐπίσκεψίν μου εἰς τὸ νοσοκομεῖον. bbox=[1281, 322, 1586, 359]
serial-chapter: ΚΕΦΑΛΑΙΟΝ VI bbox=[88, 208, 180, 222]
borsalino-ad-body bbox=[1011, 524, 1273, 756]
stamou-ad-name: ΓΕΩΡΓΙΟΥ ΣΤΑΜΟΥ bbox=[807, 1783, 969, 1803]
masthead-rule-right bbox=[968, 54, 1526, 55]
stamou-ad-body bbox=[770, 1807, 1005, 1897]
notice-signature bbox=[517, 618, 764, 671]
sprayer-ad-line: Τιμαὶ ἀνεπίδεκτοι συναγωνισμοῦ. Κατάλογος καὶ πληροφορίαι ἀποστέλλονται πανταχοῦ. bbox=[870, 753, 1005, 802]
clinic-ad-electro: ΗΛΕΚΤΡΟΘΕΡΑΠΕΙΑ bbox=[556, 1166, 725, 1186]
serial-continuation-body bbox=[263, 82, 511, 774]
serial-paragraph: — Ὁ Λουδοβίκος ἐσίγησε. Ὁ ἀναγνώστης ἐξηκολούθησε : bbox=[263, 683, 511, 707]
wine-ad-body bbox=[1011, 1033, 1273, 1098]
broom-ad-line: Τὸ μόνον εἰδικὸν ἐργοστάσιον πλυστικῶν bbox=[856, 1358, 1005, 1383]
serial-paragraph: — Θὰ ἴδωμεν προσέθεσεν ἡ Βασίλισσα. bbox=[10, 369, 202, 381]
serial-paragraph: Ὁ Λουΐν ἀπεσφράγισε βραδέως τὴν ἐπιστολήν, ὁ ὁποῖος τὴν ἀνέγνωσε, ἀλλ' ἐν τῷ μεταξὺ ἐκείνου καὶ τοῦ Λουΐν ἐπεφέρθη μακρὰ ἐπίσκεψις. bbox=[263, 541, 511, 577]
serial-paragraph: Ὁ εὐνοούμενος ἐπεμβάσας πρὸς τὸν βασιλέα, ὁ ὁποῖος ἐπρόσεξε μὲ κακιμένην τὴν κεφαλήν καὶ μὲ ἀπολύτου σιγῆς τὴν ἀνάγνωσιν. bbox=[263, 605, 511, 642]
pennies-item: — Ἐν Λονδίνῳ ἡ ἔκθεσις τῶν ζωγραφικῶν πινάκων ἐγένετο ἀφορμὴ ζωηρᾶς συζητήσεως μεταξὺ τῶν τεχνοκριτῶν. bbox=[263, 1266, 511, 1303]
chocolate-ad-body bbox=[770, 2107, 1005, 2157]
wine-ad-title: ΟΙΝΟΣ ΚΟΛΑ bbox=[1067, 955, 1217, 982]
broom-ad bbox=[770, 1340, 1005, 1514]
clinic-ad-square: Πλατεῖα Κάννιγγος bbox=[517, 1150, 613, 1162]
column-rule bbox=[1277, 80, 1278, 2297]
serial-paragraph: — Ὄχι, Μεγαλειότατε, μία μόνον διὰ τὴν Γ. Μεγαλειότητα, οἱ ἄλλοι διὰ τὴν ὑπηρεσίαν καὶ τοὺς πρίγκηπας. bbox=[10, 1376, 257, 1413]
serial-paragraph: — Ὁ Βασιλεὺς ἔγειρε τὴν κεφαλήν. bbox=[10, 1348, 182, 1360]
chocolate-ad-brand: ΠΑΥΛΙΔΟΥ bbox=[845, 2057, 931, 2077]
water-ad-body bbox=[770, 1940, 1005, 1981]
pennies-item: — Ἐπὶ τῶν Ἀλπεων ἐχιόνισε κατὰ τὰς τελευταίας ἡμέρας, ὥστε ἡ συγκοινωνία διεκόπη ἐπὶ μίαν ἑβδομάδα. bbox=[263, 1305, 511, 1342]
borsalino-ad-line: Ἐπομένως κάθε ἄλλο ἐμπόρευμα ἀπομιμήσεως φέρουν τὴν ἐτικέτταν τοῦ ἐργοστασίου μας πρέπει νὰ ἀποφεύγεται. bbox=[1011, 651, 1273, 688]
pharmacy-ad-text: Πωλεῖται φαρμακεῖον πλῆρες, ἢ συνεταιρίζεται ὁ ἔχων αὐτό, ἐν κεντρικωτάτῳ σημείῳ. Πληροφορίαι παρὰ τῷ φαρμακοποιῷ κ. Νικολάου. bbox=[1011, 1551, 1273, 1587]
favr-line-title: ΦΑΒΡ-ΛΑ'Ι'Ν bbox=[918, 93, 1125, 129]
serial-paragraph: Καὶ ἔπειτα ὑψώθην νὰ τὰ παραδώσω εἰς τὰς διευθύνσεις των. bbox=[263, 209, 511, 234]
navy-paragraph: Αἱ Ἡνωμέναι Πολιτεῖαι εἶνε ἡ δευτέρα κατὰ τὴν ναυτικὴν δύναμιν ἐν τῷ κόσμῳ, ἡ δὲ Γερμανία ἡ τρίτη. bbox=[1281, 760, 1586, 785]
stamou-ad-line: Μεθ' ὑπολήψεως bbox=[770, 1870, 852, 1882]
serial-paragraph: — Εἶνε ἐν μάθημα — ὀλίγον πικρόν ὅτι τὰ φάρμακα τὰ ὁποῖα θὰ ἐπιδώσω τὴν Βουβρὲ, ἅπαν ἵππον ἐκ τῶν ἐμῶν. Εἶνε καλόν ἄλλα ὅτι αὐτὸ τὸ τέλος. Προχωρεῖ ! bbox=[263, 724, 511, 773]
serial-paragraph: — Πῶς ἐρωτᾷ τὴν πέρδικα ; ἠρώτησεν ἡ Βασίλισσα. bbox=[10, 937, 257, 961]
pennies-item: — Αἱ γυναῖκες τοῦ ἰταλικοῦ τόπου ἐκ τῆς ἀγορᾶς εἰς τοῦ Γοττὸ διὰ τὰς «Βελλακιανὰς» ἐργασίας των. bbox=[263, 879, 511, 915]
navy-paragraph: Ἡ ναυτικὴ δύναμις κατὰ τόνους ἀνέρχεται εἰς τὴν Μεγάλην Βρεταννίαν 1.821.000, εἰς τὰς Ἡνωμένας Πολιτείας 611.616, εἰς τὴν Γερμανίαν 609.000 καὶ εἰς τὴν Ἰαπωνίαν 451.320. bbox=[1281, 893, 1586, 930]
pennies-item: — Ἡ ἐταιρία τῶν Ἀμερικανικῶν σιδηροδρόμων ἀνέλαβε τὴν κατασκευὴν νέας γραμμῆς μήκους 300 μιλίων πρὸς τὸν Νότον. bbox=[263, 1228, 511, 1264]
serial-paragraph: — Εἰς τὰ ὑψηλὰ δένδρα κάθηνται τὰ πτηνά, Κυρία. bbox=[10, 910, 257, 934]
water-ad-line: ΑΔΕΛΦΟΥ ΜΕΝΑΡΙΝΟΥ bbox=[770, 1954, 888, 1966]
makris-ad-line: I. Stefandlatz, Coburg, Wien bbox=[517, 1349, 655, 1361]
favr-line-agent: ΧΡ. ΧΡΗΣΤΟΦΗΣ & ΣΙΑ bbox=[881, 277, 1162, 308]
baaska-ad-title: ΜΠΑΑΣΚΑ bbox=[1076, 887, 1208, 918]
sale-ad-price: ΔΡΑΧΜΑΙ 75 bbox=[1053, 826, 1231, 860]
sprayer-ad bbox=[770, 517, 1005, 805]
hospital-paragraph: Ἡ ἑλληνικὴ Κοινότης ἔχει διαθέσει μέχρι σήμερον 48.600 δραχμὰς διὰ τὸ ἵδρυμα, ἡ δὲ κυβέρνησις συνέδραμε μὲ σημαντικὸν ποσόν. bbox=[1281, 439, 1586, 476]
serial-paragraph: — Συνεχίσατε Μεγαλειότατε ἀνάγνωσιν. Ἀναγνῶσιν. bbox=[263, 579, 511, 603]
makris-ad-line: A. B. C. Code, 5 th. Edition bbox=[517, 1378, 647, 1390]
stamou-ad-line: Γνωστοποιῶ εἰς τὴν ἀξιότιμον τῶν Ἀθηνῶν καὶ ἐπαρχιῶν πελατείαν μου ὅτι ἀπὸ τοῦ καλοῦ καιροῦ μετέφερα τὸ κατάστημά μου παρὰ τὴν ὁδὸν Ἀθηνᾶς ἀριθ. 59 κατασκευάζον καὶ πωλοῦν κηροπλάστιον. bbox=[770, 1806, 1005, 1867]
favr-line-departures bbox=[780, 218, 1263, 259]
book-ad-title: ΜΑΙΕΥΤΙΚΗ ΚΑΙ ΓΥΝΑΙΚΟΛΟΓΙΑ bbox=[543, 311, 738, 326]
borsalino-ad-agent: ΦΡΑΓΚΙΑΔΗΝ, ΣΤΡΙΓΚΟΝ καὶ Σια εἰς Πειραιᾶ. bbox=[1011, 758, 1268, 770]
hospital-paragraph: Εἰς τὸ νοσοκομεῖον ὑπάρχουν ἀκόμη χειρουργεῖον τελειότατον, ἀκτινογραφεῖον καὶ φαρμακεῖον, πάντα ἐφοδιασμένα διὰ τῶν νεωτέρων ἐργαλείων. bbox=[1281, 556, 1586, 591]
serial-author: ΑΥΓΟΥΣΤΟΥ ΜΑΚΕ bbox=[62, 83, 205, 99]
serial-paragraph: — Μάλιστα, Κυρία, ὡς πᾶν πτηνὸν θηρευτικόν, ἀπεκρίθη ὁ Βερνάρδος. bbox=[10, 1106, 257, 1130]
wine-ad-line: Παρασκευαζόμενος ἐκ γνησίου Ἱσπανικοῦ οἴνου Μαλάγας. Πωλεῖται εἰς φιάλας ἀνὰ 2 δραχμὰς ἑκάστη. bbox=[1011, 1032, 1273, 1069]
serial-paragraph: — Δότε μοι, κύριε δὲ Πρεῦγ, εἶπε ἐκτελεῖ νὰ φέρῃ αὐτὰ τὴν Λουΐν. bbox=[263, 275, 511, 299]
book-ad-line: Ὁ πρῶτος τόμος ἐξεδόθη ἤδη. Παρακαλοῦνται οἱ ἔχοντες ἀγγελίας νὰ ἐπιστρέψωσι ταύτας πρὸ τῆς 1ης Μαΐου. bbox=[517, 395, 764, 432]
serial-paragraph: — Ἀλήθεια ! Εἶνε καὶ ὡραία. bbox=[10, 775, 150, 787]
hospital-paragraph: ΚΑΪΡΟΝ, 2 Μαρτίου.—Πρέπει νὰ ὁμολογήσω τὸν τίτλον «μέγα Ἑλλην. Ἰδρυμα». Καὶ δὲν ὑπερβάλλω, διότι πολλὰ πρὸς τοῦτο, ὅταν συλλογισθῇ τις ὅτι τὸ νοσοκομεῖον μας κοινότητος εἰς τὸ ἐξωτερικὸν εἶνε τέλειον καθ' ὅλας τὰς ἀπόψεις. bbox=[1281, 194, 1586, 255]
nikla-ad-city: ΕΝ ΑΘΗΝΑΙΣ bbox=[1011, 1230, 1273, 1250]
serial-paragraph: — Μάλιστα, Κυρία, ὡς πᾶν πτηνὸν θηρευτικόν. bbox=[10, 816, 241, 828]
taftades-ad-text: Πωλοῦνται εἰς κεντρικὸν καταστήματα πολυτελείας κατὰ προτίμησιν καὶ ἐπίτηδες. Πληροφορίαι Πρακτορεῖον «Γενικὸν Ὑπηρεσιῶν». bbox=[1011, 1484, 1273, 1520]
navy-paragraph: Ἀπὸ τοῦ 1906 ἔως τοῦ 1907 ἡ Ἀγγλία ἐναυπήγησε 121.000 τόνους, ἡ Γερμανία 98.300, αἱ Ἡνωμέναι Πολιτεῖαι 91.700. bbox=[1281, 840, 1586, 865]
hospital-paragraph: Τὸ μέγαρον περιλαμβάνει ἐν ὅλῳ 104 δωμάτια, ἐξ ὧν τὰ περισσότερα χρησιμοποιοῦνται ὡς θάλαμοι ἀσθενῶν, ἐν ᾧ πλὴν τούτων ὑπάρχουσι καὶ θάλαμοι χειρουργικοί. bbox=[1281, 400, 1586, 437]
watch-ad-body bbox=[770, 866, 1005, 905]
serial-paragraph: — Μεγαλειότατε, ἐπανέλαβεν ὁ Βερνάρδος· ὁ Βασιλεὺς δὲν θέλει νὰ ἀπαντήσῃ. bbox=[10, 1322, 257, 1346]
serial-paragraph: — Μάλιστα, Κυρία, εἶνε ὁ Πρεῦγ, ἡ ἐλπὶς τῶν ἡξε Πονσί. bbox=[10, 275, 257, 299]
watch-ad-title: ΠΡΟΣΕΧΩΣ bbox=[827, 817, 949, 843]
pennies-item: — Ὁ στρατηγὸς Λαμπὲρ ἀπέθανε χθὲς, ὅστις ἐχρημάτισε πρόεδρος τῆς ἐπιτροπῆς τῶν στρατιωτικῶν ἀποζημιώσεων. bbox=[263, 1111, 511, 1147]
book-ad-line: Τὸ πρῶτον ἑλληνικὸν Σύγγραμμα εἰς τὸ εἶδος του. bbox=[517, 328, 763, 340]
serial-paragraph: — Ἐννόει ἡ Βασίλισσα ! ἐφώνησεν ὁ Καβενὲ εἰς τὸ οὖς τοῦ Βερνάρδου. bbox=[10, 789, 257, 814]
column-three bbox=[517, 82, 764, 2295]
